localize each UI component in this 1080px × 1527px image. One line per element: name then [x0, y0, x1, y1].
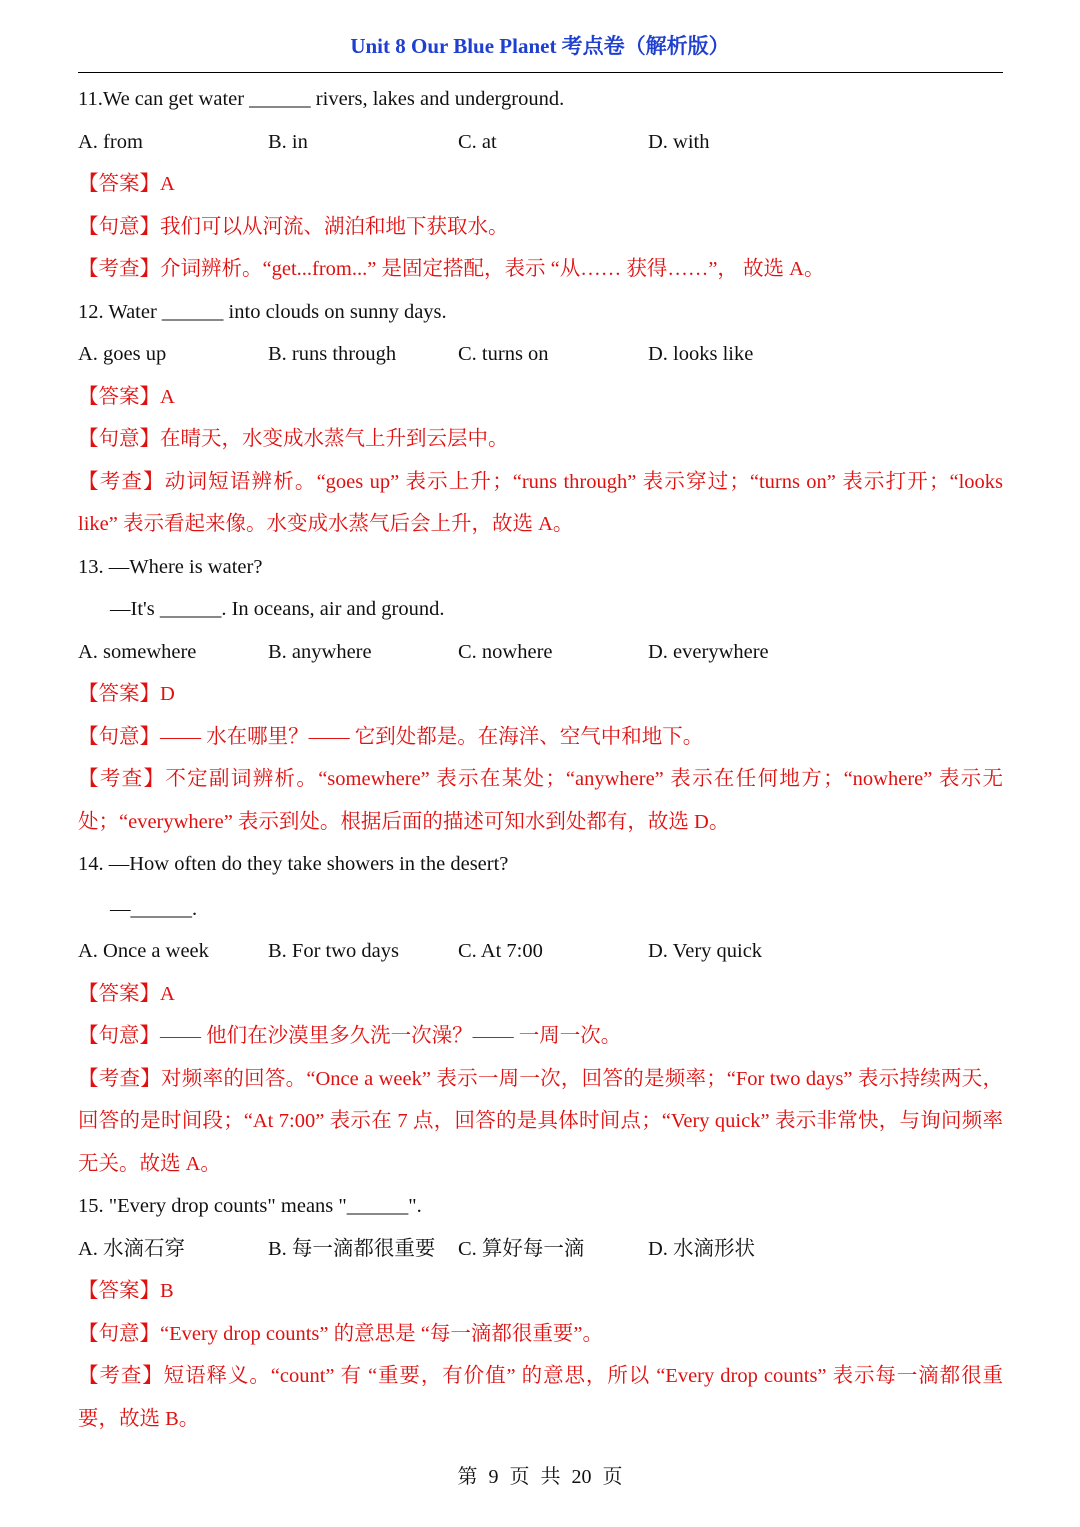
option-c: C. nowhere: [458, 640, 553, 663]
question-stem-reply: —It's ______. In oceans, air and ground.: [110, 598, 445, 620]
analysis: 【考查】不定副词辨析。“somewhere” 表示在某处；“anywhere” 表示在任何地方；“nowhere” 表示无处；“everywhere” 表示到处。根据后面的描述可知水到处都有，故选 D。: [78, 768, 1003, 833]
sentence-meaning: 【句意】“Every drop counts” 的意思是 “每一滴都很重要”。: [78, 1322, 603, 1345]
option-d: D. 水滴形状: [648, 1237, 756, 1260]
question-stem: 13. —Where is water?: [78, 555, 263, 578]
analysis: 【考查】动词短语辨析。“goes up” 表示上升；“runs through” 表示穿过；“turns on” 表示打开；“looks like” 表示看起来像。水变成水蒸气后会上升，故选 A。: [78, 470, 1003, 535]
option-d: D. with: [648, 130, 710, 153]
option-a: A. goes up: [78, 343, 167, 365]
page-number: 第 9 页 共 20 页: [457, 1466, 623, 1488]
option-b: B. runs through: [268, 343, 397, 365]
question-12: [78, 291, 1003, 546]
answer: 【答案】A: [78, 385, 175, 408]
option-b: B. For two days: [268, 940, 399, 962]
option-d: D. everywhere: [648, 640, 769, 663]
analysis: 【考查】对频率的回答。“Once a week” 表示一周一次，回答的是频率；“For two days” 表示持续两天，回答的是时间段；“At 7:00” 表示在 7 点，回答的是具体时间点；“Very quick” 表示非常快，与询问频率无关。故选 A。: [78, 1067, 1003, 1175]
options-row: [78, 631, 1003, 674]
option-c: C. turns on: [458, 343, 549, 365]
answer: 【答案】A: [78, 982, 175, 1005]
sentence-meaning: 【句意】在晴天，水变成水蒸气上升到云层中。: [78, 428, 509, 450]
sentence-meaning: 【句意】—— 他们在沙漠里多久洗一次澡？—— 一周一次。: [78, 1025, 622, 1047]
option-a: A. somewhere: [78, 640, 197, 663]
sentence-meaning: 【句意】我们可以从河流、湖泊和地下获取水。: [78, 215, 509, 238]
answer: 【答案】D: [78, 683, 175, 705]
question-list: [78, 78, 1003, 1440]
option-b: B. in: [268, 130, 308, 153]
question-stem: 12. Water ______ into clouds on sunny days.: [78, 300, 447, 323]
question-11: [78, 78, 1003, 291]
options-row: [78, 930, 1003, 973]
option-d: D. looks like: [648, 343, 754, 365]
analysis: 【考查】短语释义。“count” 有 “重要，有价值” 的意思，所以 “Every drop counts” 表示每一滴都很重要，故选 B。: [78, 1365, 1003, 1430]
question-13: [78, 546, 1003, 844]
question-14: [78, 843, 1003, 1185]
options-row: [78, 121, 1003, 164]
analysis: 【考查】介词辨析。“get...from...” 是固定搭配，表示 “从…… 获得……”， 故选 A。: [78, 258, 825, 280]
question-stem-reply: —______.: [110, 897, 198, 920]
answer: 【答案】A: [78, 173, 175, 195]
question-stem: 15. "Every drop counts" means "______".: [78, 1195, 422, 1217]
option-b: B. anywhere: [268, 640, 372, 663]
sentence-meaning: 【句意】—— 水在哪里？—— 它到处都是。在海洋、空气中和地下。: [78, 725, 704, 748]
option-a: A. Once a week: [78, 940, 209, 962]
options-row: [78, 1228, 1003, 1271]
option-d: D. Very quick: [648, 940, 763, 962]
options-row: [78, 333, 1003, 376]
question-stem: 11.We can get water ______ rivers, lakes and underground.: [78, 88, 565, 110]
answer: 【答案】B: [78, 1280, 174, 1302]
page-header-title: Unit 8 Our Blue Planet 考点卷（解析版）: [350, 34, 730, 58]
option-a: A. from: [78, 130, 143, 153]
option-b: B. 每一滴都很重要: [268, 1237, 436, 1260]
option-c: C. At 7:00: [458, 940, 543, 962]
question-15: [78, 1185, 1003, 1440]
option-c: C. at: [458, 130, 497, 153]
option-c: C. 算好每一滴: [458, 1237, 585, 1260]
header-divider: [78, 72, 1003, 73]
question-stem: 14. —How often do they take showers in the desert?: [78, 853, 509, 875]
option-a: A. 水滴石穿: [78, 1237, 186, 1260]
